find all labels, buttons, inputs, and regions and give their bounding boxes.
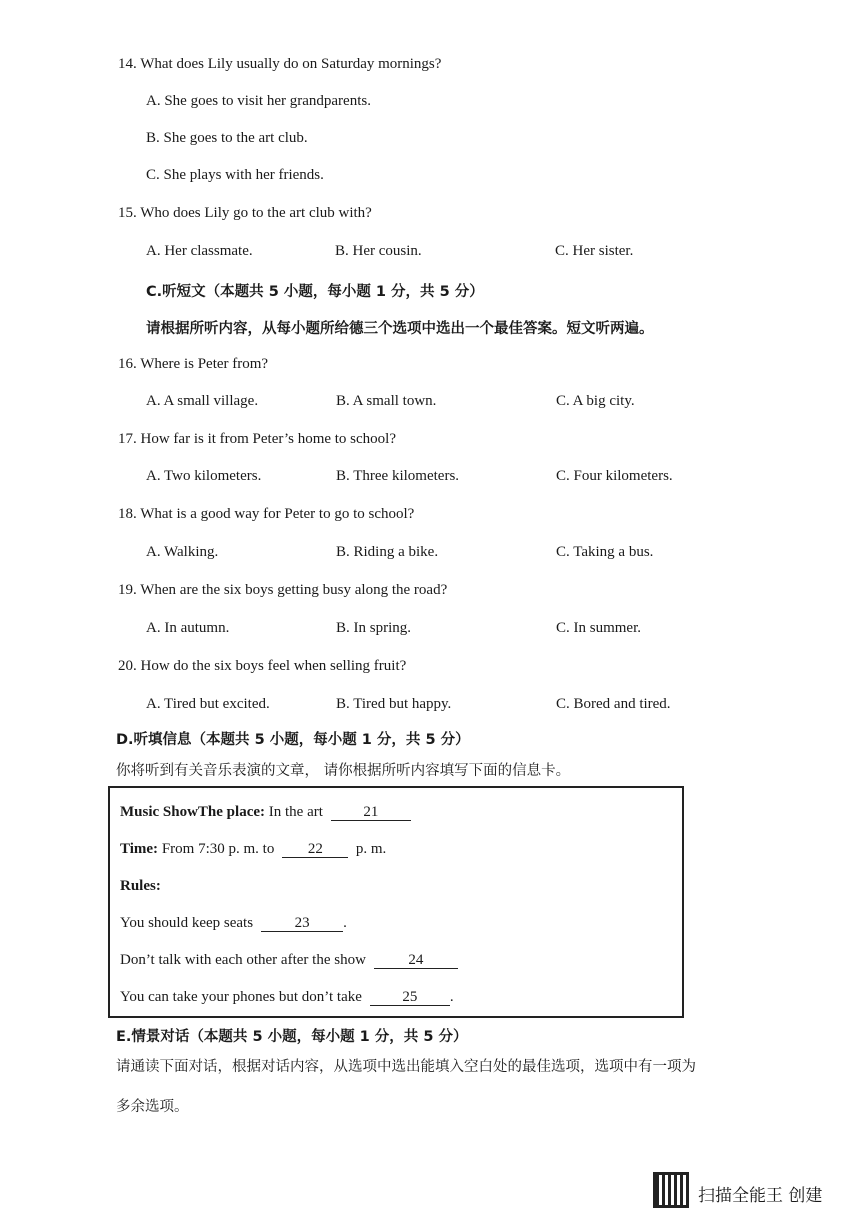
card-line-place [120, 804, 411, 821]
question-19-stem: 19. When are the six boys getting busy along the road? [118, 582, 448, 598]
card-place-text: In the art [265, 804, 323, 820]
card-time-text: From 7:30 p. m. to [158, 841, 275, 857]
question-20-option-c: C. Bored and tired. [556, 696, 671, 712]
section-e-instruction-line-2: 多余选项。 [116, 1099, 189, 1115]
section-e-title: E.情景对话（本题共 5 小题，每小题 1 分，共 5 分） [116, 1029, 468, 1045]
blank-24[interactable]: 24 [374, 953, 458, 969]
question-19-option-b: B. In spring. [336, 620, 411, 636]
blank-25[interactable]: 25 [370, 990, 450, 1006]
question-20-stem: 20. How do the six boys feel when selling fruit? [118, 658, 407, 674]
question-16-stem: 16. Where is Peter from? [118, 356, 269, 372]
blank-21[interactable]: 21 [331, 805, 411, 821]
question-15-option-a: A. Her classmate. [146, 243, 253, 259]
question-20-option-a: A. Tired but excited. [146, 696, 270, 712]
question-14-option-a: A. She goes to visit her grandparents. [146, 93, 371, 109]
card-line-rule-3: You can take your phones but don’t take 25 . [120, 989, 454, 1005]
question-16-option-c: C. A big city. [556, 393, 635, 409]
card-rule-1-text: You should keep seats [120, 915, 254, 931]
question-17-option-c: C. Four kilometers. [556, 468, 673, 484]
card-time-label: Time: [120, 841, 159, 857]
question-17-option-a: A. Two kilometers. [146, 468, 262, 484]
section-d-title: D.听填信息（本题共 5 小题，每小题 1 分，共 5 分） [116, 732, 470, 748]
question-18-option-c: C. Taking a bus. [556, 544, 654, 560]
section-c-instruction: 请根据所听内容，从每小题所给德三个选项中选出一个最佳答案。短文听两遍。 [146, 321, 654, 337]
question-15-option-b: B. Her cousin. [335, 243, 422, 259]
question-14-option-b: B. She goes to the art club. [146, 130, 308, 146]
section-d-instruction: 你将听到有关音乐表演的文章， 请你根据所听内容填写下面的信息卡。 [116, 763, 571, 779]
blank-23[interactable]: 23 [261, 916, 343, 932]
question-18-option-b: B. Riding a bike. [336, 544, 439, 560]
question-15-option-c: C. Her sister. [555, 243, 634, 259]
scanner-watermark: 扫描全能王 创建 [698, 1186, 823, 1206]
question-16-option-a: A. A small village. [146, 393, 259, 409]
question-14-stem: 14. What does Lily usually do on Saturday mornings? [118, 56, 442, 72]
card-time-end: p. m. [355, 841, 387, 857]
section-c-title: C.听短文（本题共 5 小题，每小题 1 分，共 5 分） [146, 284, 484, 300]
question-20-option-b: B. Tired but happy. [336, 696, 452, 712]
question-18-stem: 18. What is a good way for Peter to go to school? [118, 506, 415, 522]
card-place-label: Music ShowThe place: [120, 804, 266, 820]
card-line-rule-2 [120, 952, 458, 969]
question-19-option-a: A. In autumn. [146, 620, 230, 636]
question-15-stem: 15. Who does Lily go to the art club with? [118, 205, 372, 221]
card-line-rule-1: You should keep seats 23 . [120, 915, 347, 931]
card-rule-3-text: You can take your phones but don’t take [120, 989, 362, 1005]
info-card [108, 786, 684, 1018]
blank-22[interactable]: 22 [282, 842, 348, 858]
question-19-option-c: C. In summer. [556, 620, 641, 636]
section-e-instruction-line-1: 请通读下面对话，根据对话内容，从选项中选出能填入空白处的最佳选项，选项中有一项为 [116, 1059, 696, 1075]
question-14-option-c: C. She plays with her friends. [146, 167, 324, 183]
card-rules-label: Rules: [120, 878, 161, 894]
card-rule-2-text: Don’t talk with each other after the show [120, 952, 366, 968]
qr-code-icon [653, 1172, 689, 1208]
card-line-time [120, 841, 386, 858]
question-16-option-b: B. A small town. [336, 393, 437, 409]
question-17-stem: 17. How far is it from Peter’s home to school? [118, 431, 397, 447]
question-17-option-b: B. Three kilometers. [336, 468, 460, 484]
question-18-option-a: A. Walking. [146, 544, 219, 560]
